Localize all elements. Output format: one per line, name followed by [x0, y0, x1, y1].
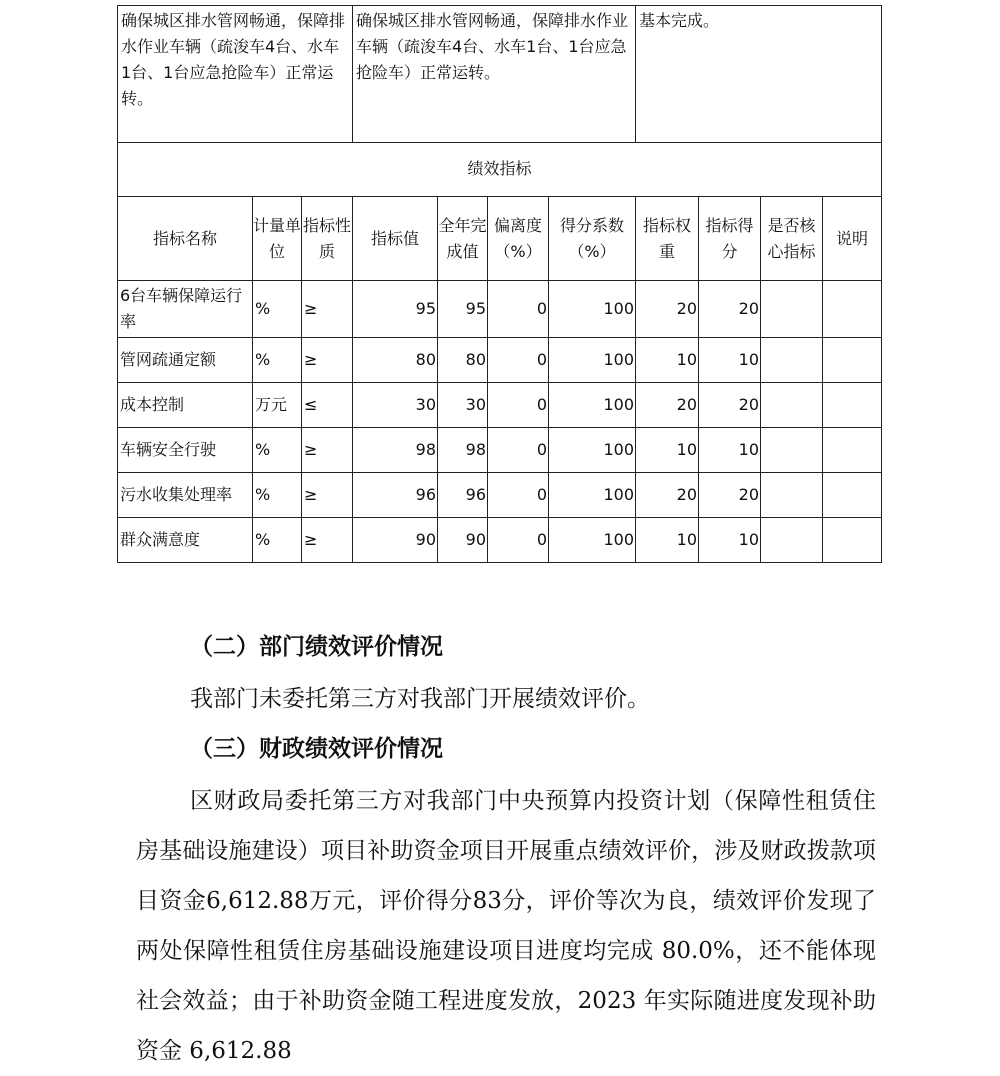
- unit-cell: 万元: [253, 383, 302, 428]
- deviation-cell: 0: [488, 428, 549, 473]
- deviation-cell: 0: [488, 338, 549, 383]
- section-row: [118, 143, 882, 197]
- goal-cell-2: 确保城区排水管网畅通，保障排水作业车辆（疏浚车4台、水车1台、1台应急抢险车）正常运转。: [353, 6, 636, 143]
- coefficient-cell: 100: [549, 473, 636, 518]
- table-row: [118, 518, 882, 563]
- nature-cell: ≥: [302, 281, 353, 338]
- actual-cell: 98: [438, 428, 488, 473]
- core-cell: [761, 383, 823, 428]
- actual-cell: 96: [438, 473, 488, 518]
- indicator-name: 车辆安全行驶: [118, 428, 253, 473]
- unit-cell: %: [253, 281, 302, 338]
- nature-cell: ≥: [302, 338, 353, 383]
- section-3-heading: （三）财政绩效评价情况: [190, 736, 443, 762]
- target-cell: 98: [353, 428, 438, 473]
- indicator-name: 群众满意度: [118, 518, 253, 563]
- target-cell: 80: [353, 338, 438, 383]
- unit-cell: %: [253, 428, 302, 473]
- header-cell: 指标名称: [118, 197, 253, 281]
- weight-cell: 20: [636, 473, 699, 518]
- indicator-name: 污水收集处理率: [118, 473, 253, 518]
- weight-cell: 10: [636, 518, 699, 563]
- goal-cell-3: 基本完成。: [636, 6, 882, 143]
- note-cell: [823, 281, 882, 338]
- note-cell: [823, 383, 882, 428]
- actual-cell: 90: [438, 518, 488, 563]
- nature-cell: ≤: [302, 383, 353, 428]
- header-cell: 指标性质: [302, 197, 353, 281]
- header-cell: 偏离度（%）: [488, 197, 549, 281]
- unit-cell: %: [253, 518, 302, 563]
- section-2-heading: （二）部门绩效评价情况: [190, 634, 443, 660]
- nature-cell: ≥: [302, 428, 353, 473]
- core-cell: [761, 281, 823, 338]
- header-cell: 指标权重: [636, 197, 699, 281]
- core-cell: [761, 428, 823, 473]
- table-row: [118, 473, 882, 518]
- indicator-name: 成本控制: [118, 383, 253, 428]
- target-cell: 30: [353, 383, 438, 428]
- core-cell: [761, 473, 823, 518]
- performance-table: [117, 5, 882, 563]
- coefficient-cell: 100: [549, 338, 636, 383]
- header-cell: 是否核心指标: [761, 197, 823, 281]
- actual-cell: 95: [438, 281, 488, 338]
- goal-cell-1: 确保城区排水管网畅通，保障排水作业车辆（疏浚车4台、水车1台、1台应急抢险车）正常运转。: [118, 6, 353, 143]
- target-cell: 95: [353, 281, 438, 338]
- coefficient-cell: 100: [549, 428, 636, 473]
- header-cell: 指标值: [353, 197, 438, 281]
- table-row: [118, 338, 882, 383]
- score-cell: 20: [699, 383, 761, 428]
- header-cell: 计量单位: [253, 197, 302, 281]
- note-cell: [823, 428, 882, 473]
- core-cell: [761, 338, 823, 383]
- score-cell: 20: [699, 473, 761, 518]
- section-2-text: 我部门未委托第三方对我部门开展绩效评价。: [190, 686, 650, 712]
- weight-cell: 20: [636, 281, 699, 338]
- coefficient-cell: 100: [549, 281, 636, 338]
- header-cell: 指标得分: [699, 197, 761, 281]
- score-cell: 10: [699, 428, 761, 473]
- note-cell: [823, 473, 882, 518]
- coefficient-cell: 100: [549, 383, 636, 428]
- section-title: 绩效指标: [118, 143, 882, 197]
- weight-cell: 10: [636, 428, 699, 473]
- core-cell: [761, 518, 823, 563]
- unit-cell: %: [253, 473, 302, 518]
- weight-cell: 10: [636, 338, 699, 383]
- nature-cell: ≥: [302, 473, 353, 518]
- score-cell: 20: [699, 281, 761, 338]
- section-3-paragraph: 区财政局委托第三方对我部门中央预算内投资计划（保障性租赁住房基础设施建设）项目补助资金项目开展重点绩效评价，涉及财政拨款项目资金6,612.88万元，评价得分83分，评价等次为良，绩效评价发现了两处保障性租赁住房基础设施建设项目进度均完成 80.0%，还不能体现社会效益；由于补助资金随工程进度发放，2023 年实际随进度发现补助资金 6,612.88: [136, 788, 876, 1064]
- score-cell: 10: [699, 338, 761, 383]
- target-cell: 90: [353, 518, 438, 563]
- table-row: [118, 383, 882, 428]
- note-cell: [823, 338, 882, 383]
- deviation-cell: 0: [488, 518, 549, 563]
- header-cell: 说明: [823, 197, 882, 281]
- header-cell: 得分系数（%）: [549, 197, 636, 281]
- header-cell: 全年完成值: [438, 197, 488, 281]
- nature-cell: ≥: [302, 518, 353, 563]
- coefficient-cell: 100: [549, 518, 636, 563]
- actual-cell: 30: [438, 383, 488, 428]
- indicator-name: 管网疏通定额: [118, 338, 253, 383]
- goal-row: [118, 6, 882, 143]
- note-cell: [823, 518, 882, 563]
- table-row: [118, 281, 882, 338]
- header-row: [118, 197, 882, 281]
- score-cell: 10: [699, 518, 761, 563]
- deviation-cell: 0: [488, 281, 549, 338]
- deviation-cell: 0: [488, 383, 549, 428]
- table-row: [118, 428, 882, 473]
- weight-cell: 20: [636, 383, 699, 428]
- actual-cell: 80: [438, 338, 488, 383]
- target-cell: 96: [353, 473, 438, 518]
- indicator-name: 6台车辆保障运行率: [118, 281, 253, 338]
- deviation-cell: 0: [488, 473, 549, 518]
- unit-cell: %: [253, 338, 302, 383]
